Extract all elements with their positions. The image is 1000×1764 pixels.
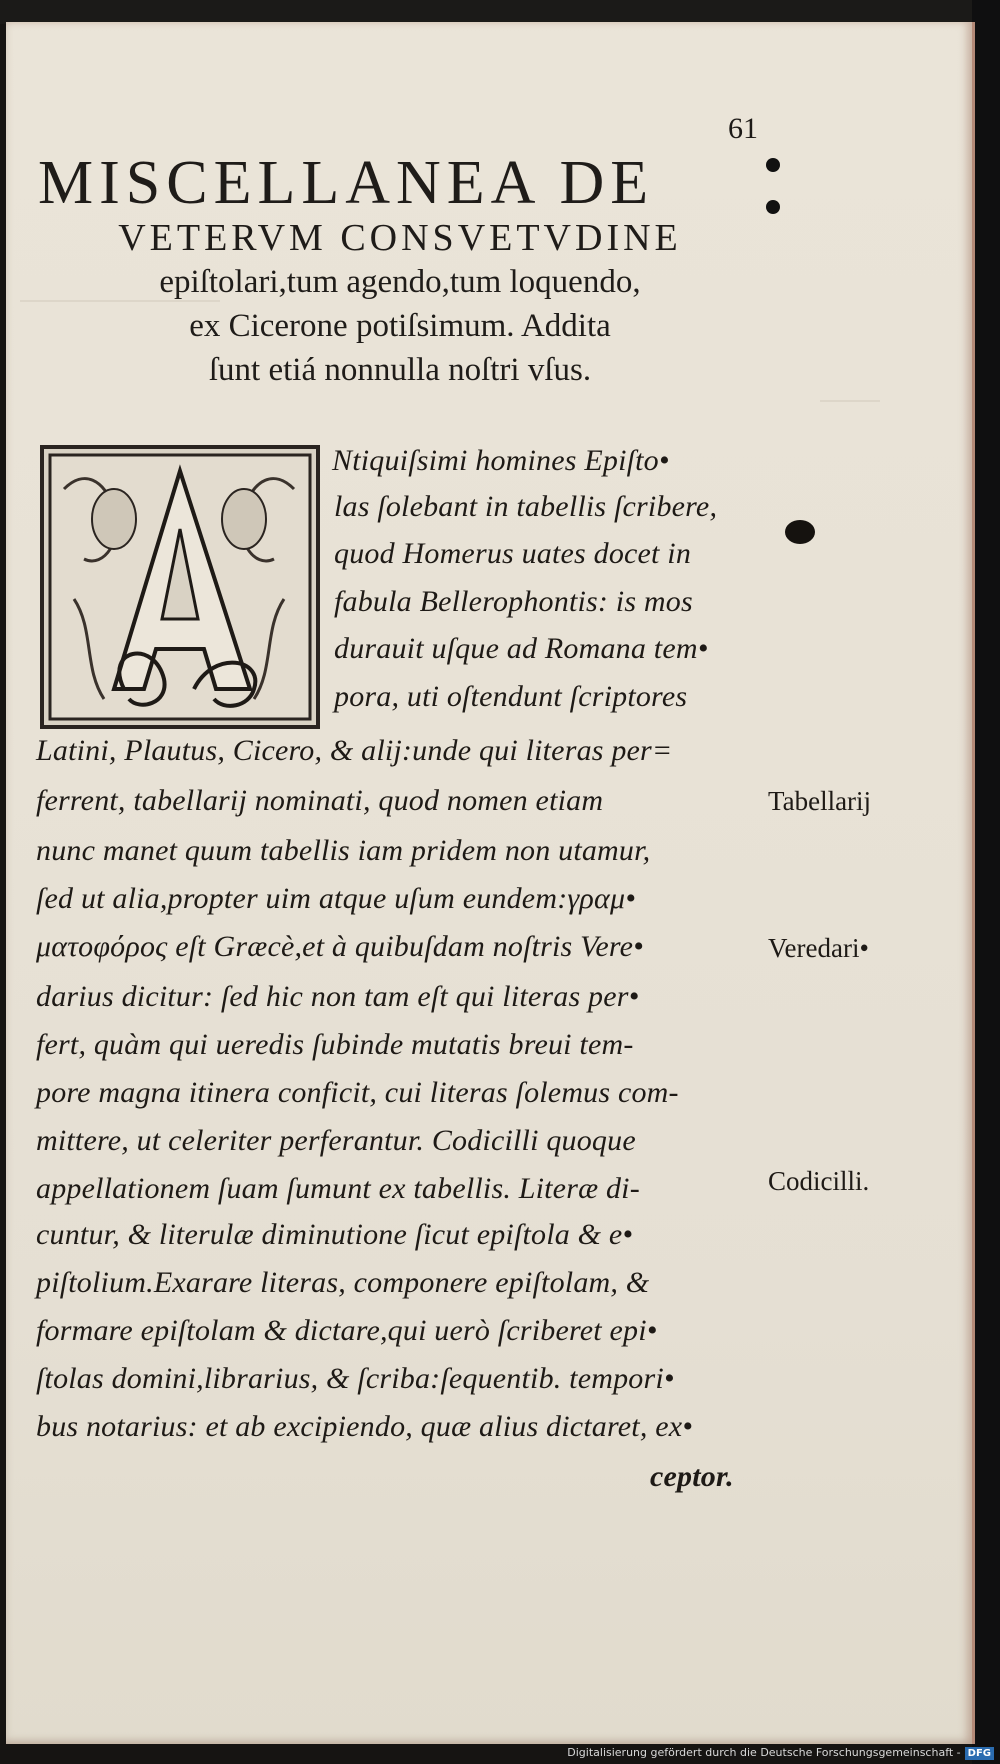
body-line-12: darius dicitur: ſed hic non tam eſt qui literas per•: [36, 980, 640, 1013]
body-line-22: ceptor.: [650, 1460, 734, 1493]
margin-note-codicilli: Codicilli.: [768, 1166, 870, 1196]
body-line-19: formare epiſtolam & dictare,qui uerò ſcriberet epi•: [36, 1314, 658, 1347]
heading-sub-line-1: epiſtolari,tum agendo,tum loquendo,: [159, 264, 641, 300]
body-line-18: piſtolium.Exarare literas, componere epiſtolam, &: [36, 1266, 650, 1299]
body-line-8: ferrent, tabellarij nominati, quod nomen etiam: [36, 784, 604, 817]
scan-border-right: [972, 0, 1000, 1764]
body-line-10: ſed ut alia,propter uim atque uſum eundem:γραμ•: [36, 882, 636, 915]
heading-sub-line-3: ſunt etiá nonnulla noſtri vſus.: [208, 352, 592, 388]
body-line-15: mittere, ut celeriter perferantur. Codicilli quoque: [36, 1124, 636, 1157]
heading-title-line-1: MISCELLANEA DE: [38, 149, 655, 217]
body-line-11: ματοφόρος eſt Græcè,et à quibuſdam noſtris Vere•: [36, 930, 644, 963]
ink-blot: [785, 520, 815, 544]
heading-sub-line-2: ex Cicerone potiſsimum. Addita: [189, 308, 611, 344]
margin-note-veredari: Veredari•: [768, 933, 869, 963]
chapter-heading: [40, 150, 760, 392]
body-line-6: pora, uti oſtendunt ſcriptores: [334, 680, 688, 713]
body-line-20: ſtolas domini,librarius, & ſcriba:ſequentib. tempori•: [36, 1362, 675, 1395]
digitization-credit: [567, 1746, 994, 1760]
body-line-9: nunc manet quum tabellis iam pridem non utamur,: [36, 834, 651, 867]
show-through-1: [820, 400, 880, 472]
body-line-4: fabula Bellerophontis: is mos: [334, 585, 693, 618]
margin-note-tabellarij: Tabellarij: [768, 786, 872, 816]
body-line-16: appellationem ſuam ſumunt ex tabellis. Literæ di-: [36, 1172, 640, 1205]
credit-text: Digitalisierung gefördert durch die Deutsche Forschungsgemeinschaft -: [567, 1746, 961, 1759]
body-line-2: las ſolebant in tabellis ſcribere,: [334, 490, 718, 523]
body-line-21: bus notarius: et ab excipiendo, quæ alius dictaret, ex•: [36, 1410, 693, 1443]
body-line-7: Latini, Plautus, Cicero, & alij:unde qui literas per=: [36, 734, 673, 767]
body-line-17: cuntur, & literulæ diminutione ſicut epiſtola & e•: [36, 1218, 634, 1251]
decorated-initial-icon: [44, 449, 316, 725]
body-line-3: quod Homerus uates docet in: [334, 537, 692, 570]
heading-title-line-2: VETERVM CONSVETVDINE: [118, 217, 682, 259]
heading-colon-mark: [766, 150, 782, 222]
body-line-1: Ntiquiſsimi homines Epiſto•: [332, 444, 670, 477]
body-line-13: fert, quàm qui ueredis ſubinde mutatis breui tem-: [36, 1028, 634, 1061]
page-number: 61: [728, 112, 758, 145]
body-line-14: pore magna itinera conficit, cui literas ſolemus com-: [36, 1076, 679, 1109]
dfg-logo: DFG: [965, 1747, 994, 1760]
scan-border-top: [0, 0, 1000, 24]
body-line-5: durauit uſque ad Romana tem•: [334, 632, 709, 665]
woodcut-initial-a: [40, 445, 320, 729]
